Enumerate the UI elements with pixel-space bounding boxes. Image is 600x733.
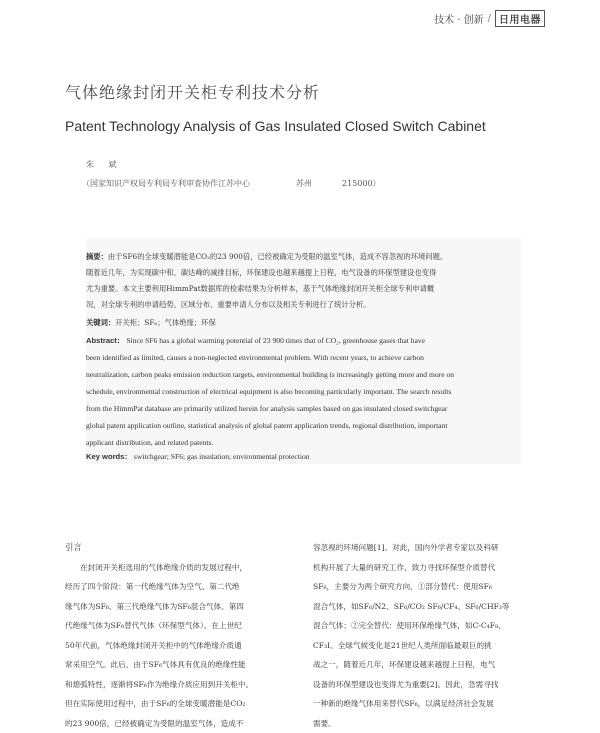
body-line: SF₆，主要分为两个研究方向，①部分替代：使用SF₆	[313, 582, 492, 591]
abstract-cn-line: 况，对全球专利的申请趋势、区域分布、重要申请人分布以及相关专利进行了统计分析。	[86, 300, 371, 309]
body-line: 的23 900倍，已经被确定为受限的温室气体，造成不	[65, 718, 244, 728]
abstract-en-line: applicant distribution, and related patents.	[86, 438, 214, 447]
section-heading-intro: 引言	[65, 542, 82, 552]
body-column-right	[313, 538, 535, 733]
keywords-en-label: Key words：	[86, 452, 132, 461]
keywords-cn-label: 关键词：	[86, 318, 116, 327]
body-line: 混合气体，如SF₆/N2、SF₆/CO₂ SF₆/CF₄、SF₆/CHF₃等	[313, 601, 510, 611]
body-column-left	[65, 538, 290, 733]
body-line: 容忽视的环境问题[1]。对此，国内外学者专家以及科研	[313, 543, 499, 552]
abstract-box	[86, 238, 521, 464]
body-line: 机构开展了大量的研究工作，致力寻找环保型介质替代	[313, 562, 496, 572]
keywords-en-text: switchgear; SF6; gas insulation; environmental protection	[133, 452, 310, 461]
body-line: 缘气体为SF₆、第三代绝缘气体为SF₆混合气体、第四	[65, 601, 244, 611]
body-line: 常采用空气。此后，由于SF₆气体具有优良的绝缘性能	[65, 660, 246, 669]
keywords-cn-text: 开关柜；SF₆；气体绝缘；环保	[115, 318, 216, 327]
affiliation-org: （国家知识产权局专利局专利审查协作江苏中心	[82, 179, 250, 188]
body-line: 需要。	[313, 718, 336, 728]
journal-logo: 日用电器	[495, 10, 545, 27]
abstract-en-line: global patent application outline, statistical analysis of global patent application trends, regional distribution, important	[86, 421, 448, 430]
abstract-en-line: Abstract： Since SF6 has a global warming potential of 23 900 times that of CO₂, greenhouse gases that have	[86, 336, 426, 345]
abstract-cn-line: 随着近几年，为实现碳中和、碳达峰的减排目标，环保建设也越来越提上日程，电气设备的环保型建设也变得	[86, 268, 437, 277]
body-line: 和熄弧特性，逐渐将SF₆作为绝缘介质应用到开关柜中。	[65, 679, 254, 689]
body-line: 混合气体；②完全替代：使用环保绝缘气体，如C-C₄F₈、	[313, 621, 506, 630]
affiliation-zip: 215000）	[342, 179, 381, 188]
abstract-en-line: schedule, environmental construction of electrical equipment is also becoming particularly important. The search results	[86, 387, 452, 396]
affiliation-city: 苏州	[296, 179, 312, 188]
abstract-cn-line: 尤为重要。本文主要利用HimmPat数据库的检索结果为分析样本，基于气体绝缘封闭开关柜全球专利申请概	[86, 284, 435, 293]
body-line: 在封闭开关柜选用的气体绝缘介质的发展过程中，	[80, 562, 248, 572]
abstract-en-line: from the HimmPat database are primarily utilized herein for analysis samples based on gas insulated closed switchgear	[86, 404, 448, 413]
abstract-en-label: Abstract：	[86, 336, 125, 345]
author: 朱 斌	[86, 160, 123, 169]
body-line: 经历了四个阶段：第一代绝缘气体为空气、第二代绝	[65, 582, 240, 591]
abstract-en-line: been identified as limited, causes a non-neglected environmental problem. With recent years, to achieve carbon	[86, 353, 424, 362]
section-label: 技术 · 创新	[434, 15, 484, 26]
header-separator: /	[487, 13, 491, 24]
body-line: 战之一，随着近几年，环保建设越来越提上日程，电气	[313, 660, 496, 669]
abstract-cn-label: 摘要：	[86, 252, 108, 261]
keywords-cn	[86, 318, 216, 328]
abstract-cn-line: 摘要：由于SF6的全球变暖潜能是CO₂的23 900倍，已经被确定为受限的温室气体，造成不容忽视的环境问题。	[86, 252, 448, 261]
body-line: 设备的环保型建设也变得尤为重要[2]。因此，急需寻找	[313, 679, 499, 689]
affiliation	[82, 178, 381, 189]
title-english: Patent Technology Analysis of Gas Insulated Closed Switch Cabinet	[65, 118, 486, 134]
body-line: 一种新的绝缘气体用来替代SF₆，以满足经济社会发展	[313, 699, 494, 708]
title-chinese: 气体绝缘封闭开关柜专利技术分析	[65, 83, 321, 102]
keywords-en	[86, 452, 310, 462]
page-header	[434, 10, 545, 27]
body-line: 50年代前，气体绝缘封闭开关柜中的气体绝缘介质通	[65, 640, 242, 650]
abstract-en-line: neutralization, carbon peaks emission reduction targets, environmental building is increasingly getting more and more on	[86, 370, 455, 379]
body-line: CF₃I。全球气候变化是21世纪人类所面临最艰巨的挑	[313, 640, 492, 650]
body-line: 代绝缘气体为SF₆替代气体（环保型气体）。在上世纪	[65, 621, 242, 630]
body-line: 但在实际使用过程中，由于SF₆的全球变暖潜能是CO₂	[65, 699, 246, 708]
